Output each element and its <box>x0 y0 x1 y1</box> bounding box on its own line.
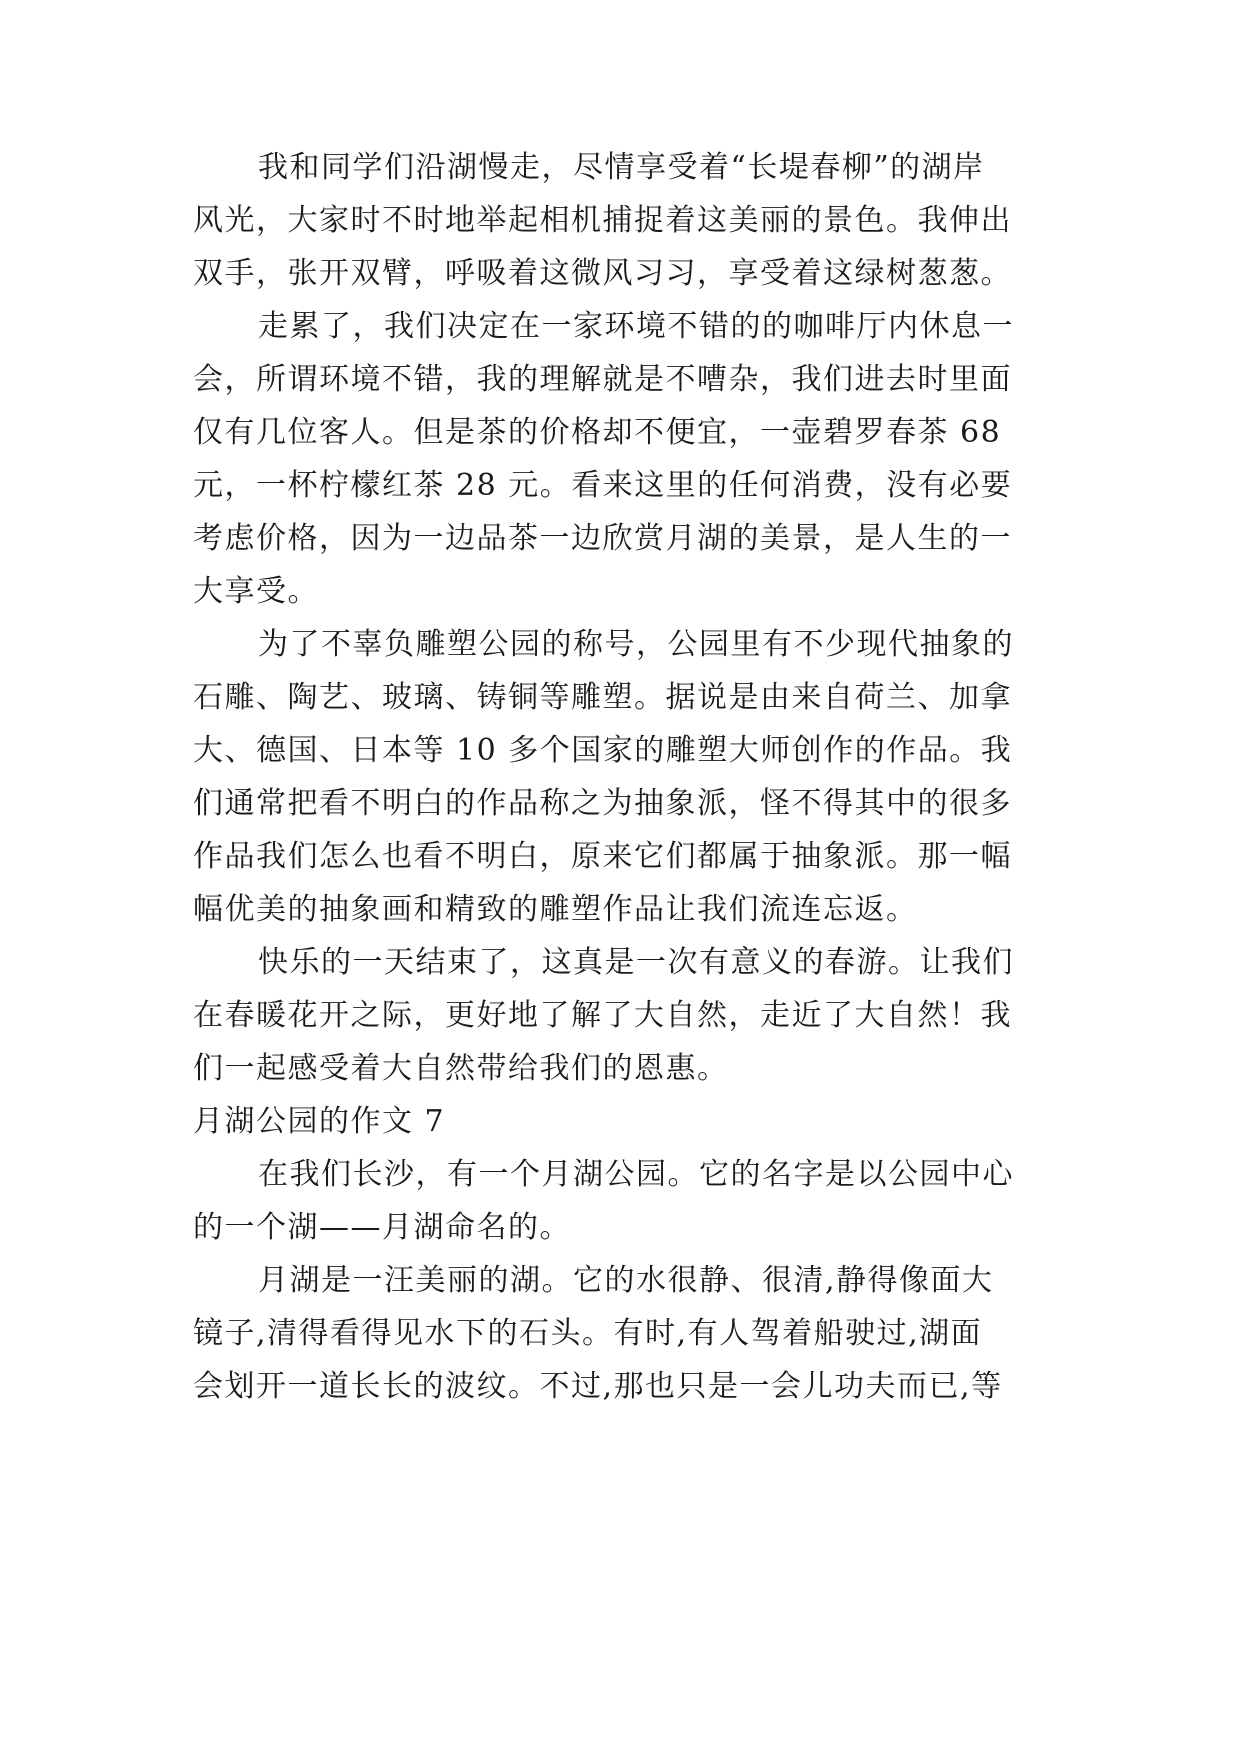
paragraph-line: 双手，张开双臂，呼吸着这微风习习，享受着这绿树葱葱。 <box>193 256 1012 291</box>
paragraph-line: 作品我们怎么也看不明白，原来它们都属于抽象派。那一幅 <box>193 839 1012 874</box>
paragraph-line: 快乐的一天结束了，这真是一次有意义的春游。让我们 <box>258 945 1014 980</box>
paragraph-line: 仅有几位客人。但是茶的价格却不便宜，一壶碧罗春茶 68 <box>193 415 1002 450</box>
paragraph-line: 元，一杯柠檬红茶 28 元。看来这里的任何消费，没有必要 <box>193 468 1013 503</box>
paragraph-line: 幅优美的抽象画和精致的雕塑作品让我们流连忘返。 <box>193 892 918 927</box>
paragraph-line: 的一个湖——月湖命名的。 <box>193 1210 571 1245</box>
paragraph-line: 月湖是一汪美丽的湖。它的水很静、很清,静得像面大 <box>258 1263 994 1298</box>
paragraph-line: 们通常把看不明白的作品称之为抽象派，怪不得其中的很多 <box>193 786 1012 821</box>
paragraph-line: 会，所谓环境不错，我的理解就是不嘈杂，我们进去时里面 <box>193 362 1012 397</box>
paragraph-line: 风光，大家时不时地举起相机捕捉着这美丽的景色。我伸出 <box>193 203 1012 238</box>
paragraph-line: 石雕、陶艺、玻璃、铸铜等雕塑。据说是由来自荷兰、加拿 <box>193 680 1012 715</box>
paragraph-line: 考虑价格，因为一边品茶一边欣赏月湖的美景，是人生的一 <box>193 521 1012 556</box>
paragraph-line: 会划开一道长长的波纹。不过,那也只是一会儿功夫而已,等 <box>193 1369 1003 1404</box>
paragraph-line: 在春暖花开之际，更好地了解了大自然，走近了大自然！我 <box>193 998 1012 1033</box>
paragraph-line: 镜子,清得看得见水下的石头。有时,有人驾着船驶过,湖面 <box>193 1316 983 1351</box>
paragraph-line: 大、德国、日本等 10 多个国家的雕塑大师创作的作品。我 <box>193 733 1013 768</box>
paragraph-line: 大享受。 <box>193 574 319 609</box>
paragraph-line: 在我们长沙，有一个月湖公园。它的名字是以公园中心 <box>258 1157 1014 1192</box>
paragraph-line: 走累了，我们决定在一家环境不错的的咖啡厅内休息一 <box>258 309 1014 344</box>
paragraph-line: 为了不辜负雕塑公园的称号，公园里有不少现代抽象的 <box>258 627 1014 662</box>
paragraph-line: 们一起感受着大自然带给我们的恩惠。 <box>193 1051 729 1086</box>
paragraph-line: 我和同学们沿湖慢走，尽情享受着“长堤春柳”的湖岸 <box>258 150 985 185</box>
section-title: 月湖公园的作文 7 <box>193 1104 446 1139</box>
